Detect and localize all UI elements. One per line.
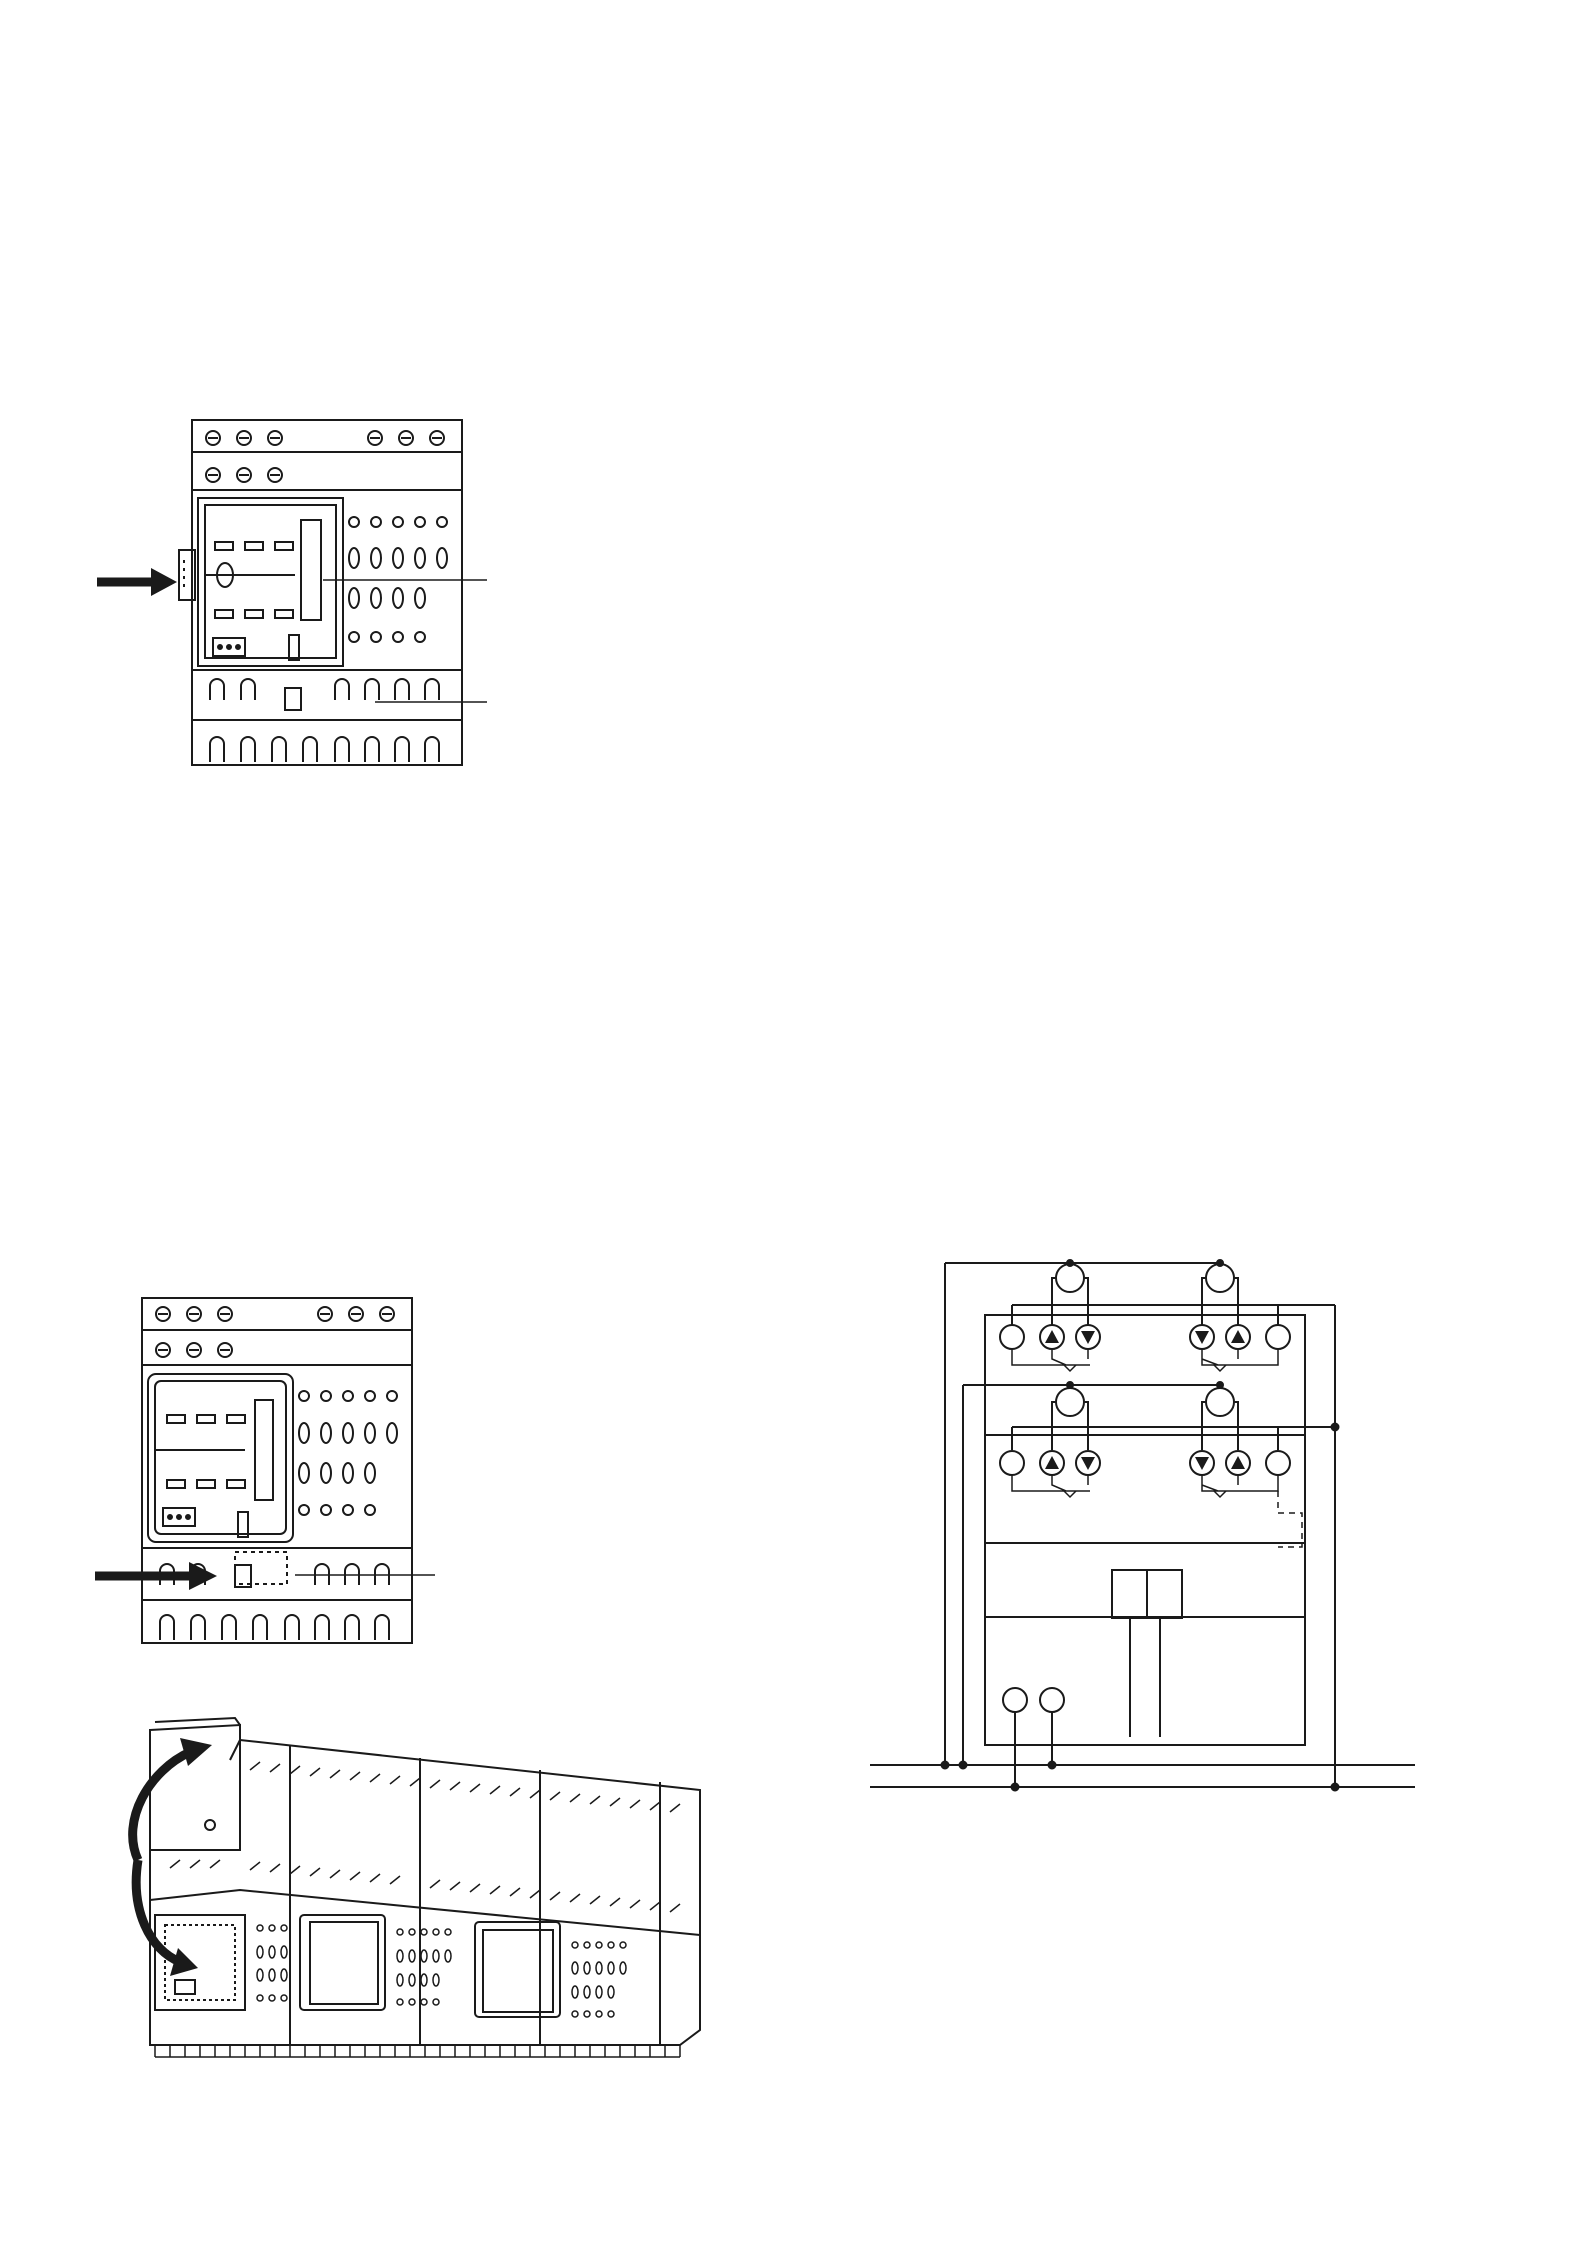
motor-channels-bottom xyxy=(1000,1382,1302,1547)
figure-wiring-diagram xyxy=(860,1245,1430,1815)
figure-device-row xyxy=(90,1700,710,2080)
module-windows xyxy=(300,1915,560,2017)
latch-arrow xyxy=(95,1562,217,1590)
top-screw-terminals xyxy=(156,1307,394,1357)
device-housing xyxy=(192,420,462,765)
device-housing xyxy=(142,1298,412,1643)
connector-module xyxy=(198,498,343,666)
led-and-button-field xyxy=(299,1391,397,1515)
figure-device-top xyxy=(95,410,495,770)
top-screw-terminals xyxy=(206,431,444,482)
actuator-outline xyxy=(985,1315,1305,1745)
bottom-terminal-comb xyxy=(155,2045,680,2057)
bus-coupler-block xyxy=(1112,1570,1182,1737)
insert-arrow xyxy=(97,568,177,596)
connector-module xyxy=(148,1374,293,1542)
row-screw-terminals xyxy=(170,1762,680,1912)
supply-lines xyxy=(870,1263,1415,1791)
figure-device-latch xyxy=(95,1290,475,1650)
first-module-open xyxy=(155,1915,245,2010)
hinged-cover xyxy=(150,1718,240,1850)
supply-terminals xyxy=(1003,1688,1064,1791)
